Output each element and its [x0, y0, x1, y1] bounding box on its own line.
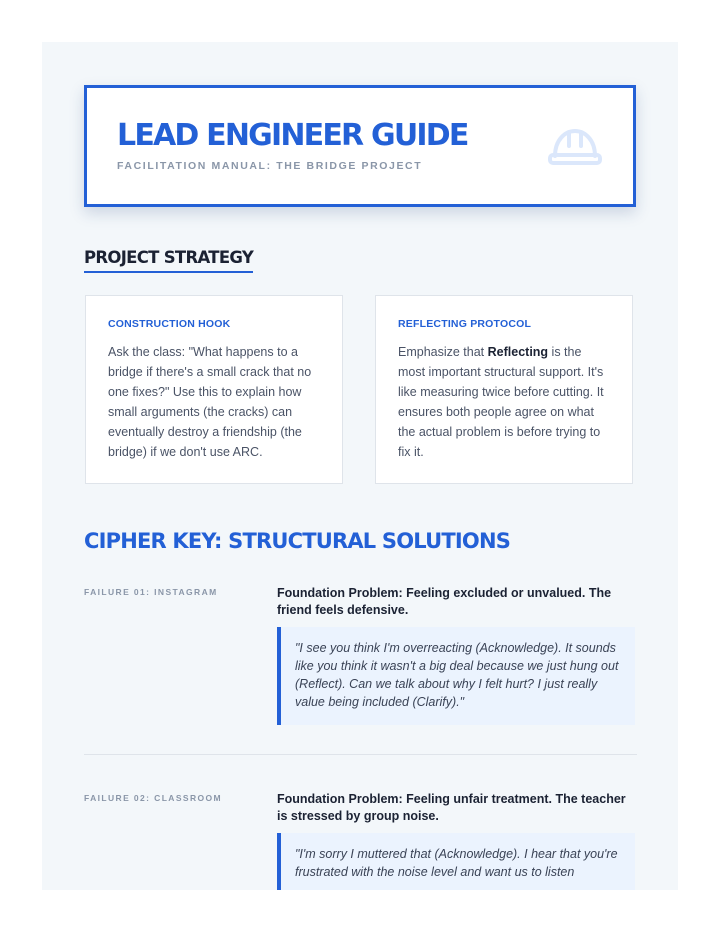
card-label: CONSTRUCTION HOOK	[108, 318, 231, 330]
card-label: REFLECTING PROTOCOL	[398, 318, 532, 330]
card-text-after: is the most important structural support. It's like measuring twice before cutting. It ensures both people agree on what the actual problem is before trying to fix it.	[398, 345, 604, 459]
card-text-emphasis: Reflecting	[487, 345, 549, 359]
failure-label-01: FAILURE 01: INSTAGRAM	[84, 587, 218, 597]
card-text-before: Emphasize that	[398, 345, 488, 359]
section-title-project-strategy: PROJECT STRATEGY	[84, 248, 253, 273]
hard-hat-icon	[547, 124, 603, 168]
failure-quote-01: "I see you think I'm overreacting (Acknowledge). It sounds like you think it wasn't a big deal because we just hung out (Reflect). Can we talk about why I felt hurt? I just really value being included (Clarify)."	[277, 627, 635, 725]
section-title-cipher-key: CIPHER KEY: STRUCTURAL SOLUTIONS	[84, 529, 511, 553]
strategy-card-reflecting-protocol	[375, 295, 633, 484]
strategy-card-construction-hook	[85, 295, 343, 484]
page-title: LEAD ENGINEER GUIDE	[117, 118, 468, 153]
failure-quote-02: "I'm sorry I muttered that (Acknowledge). I hear that you're frustrated with the noise level and want us to listen	[277, 833, 635, 890]
section-divider	[84, 754, 637, 755]
failure-label-02: FAILURE 02: CLASSROOM	[84, 793, 223, 803]
failure-problem-02: Foundation Problem: Feeling unfair treatment. The teacher is stressed by group noise.	[277, 792, 626, 823]
failure-problem-01: Foundation Problem: Feeling excluded or unvalued. The friend feels defensive.	[277, 586, 612, 617]
card-text: Ask the class: "What happens to a bridge if there's a small crack that no one fixes?" Use this to explain how small arguments (the cracks) can eventually destroy a friendship (the bridge) if we don't use ARC.	[108, 345, 312, 459]
header-banner	[84, 85, 636, 207]
document-page	[42, 42, 678, 890]
page-subtitle: FACILITATION MANUAL: THE BRIDGE PROJECT	[117, 160, 423, 172]
card-text	[398, 342, 610, 462]
